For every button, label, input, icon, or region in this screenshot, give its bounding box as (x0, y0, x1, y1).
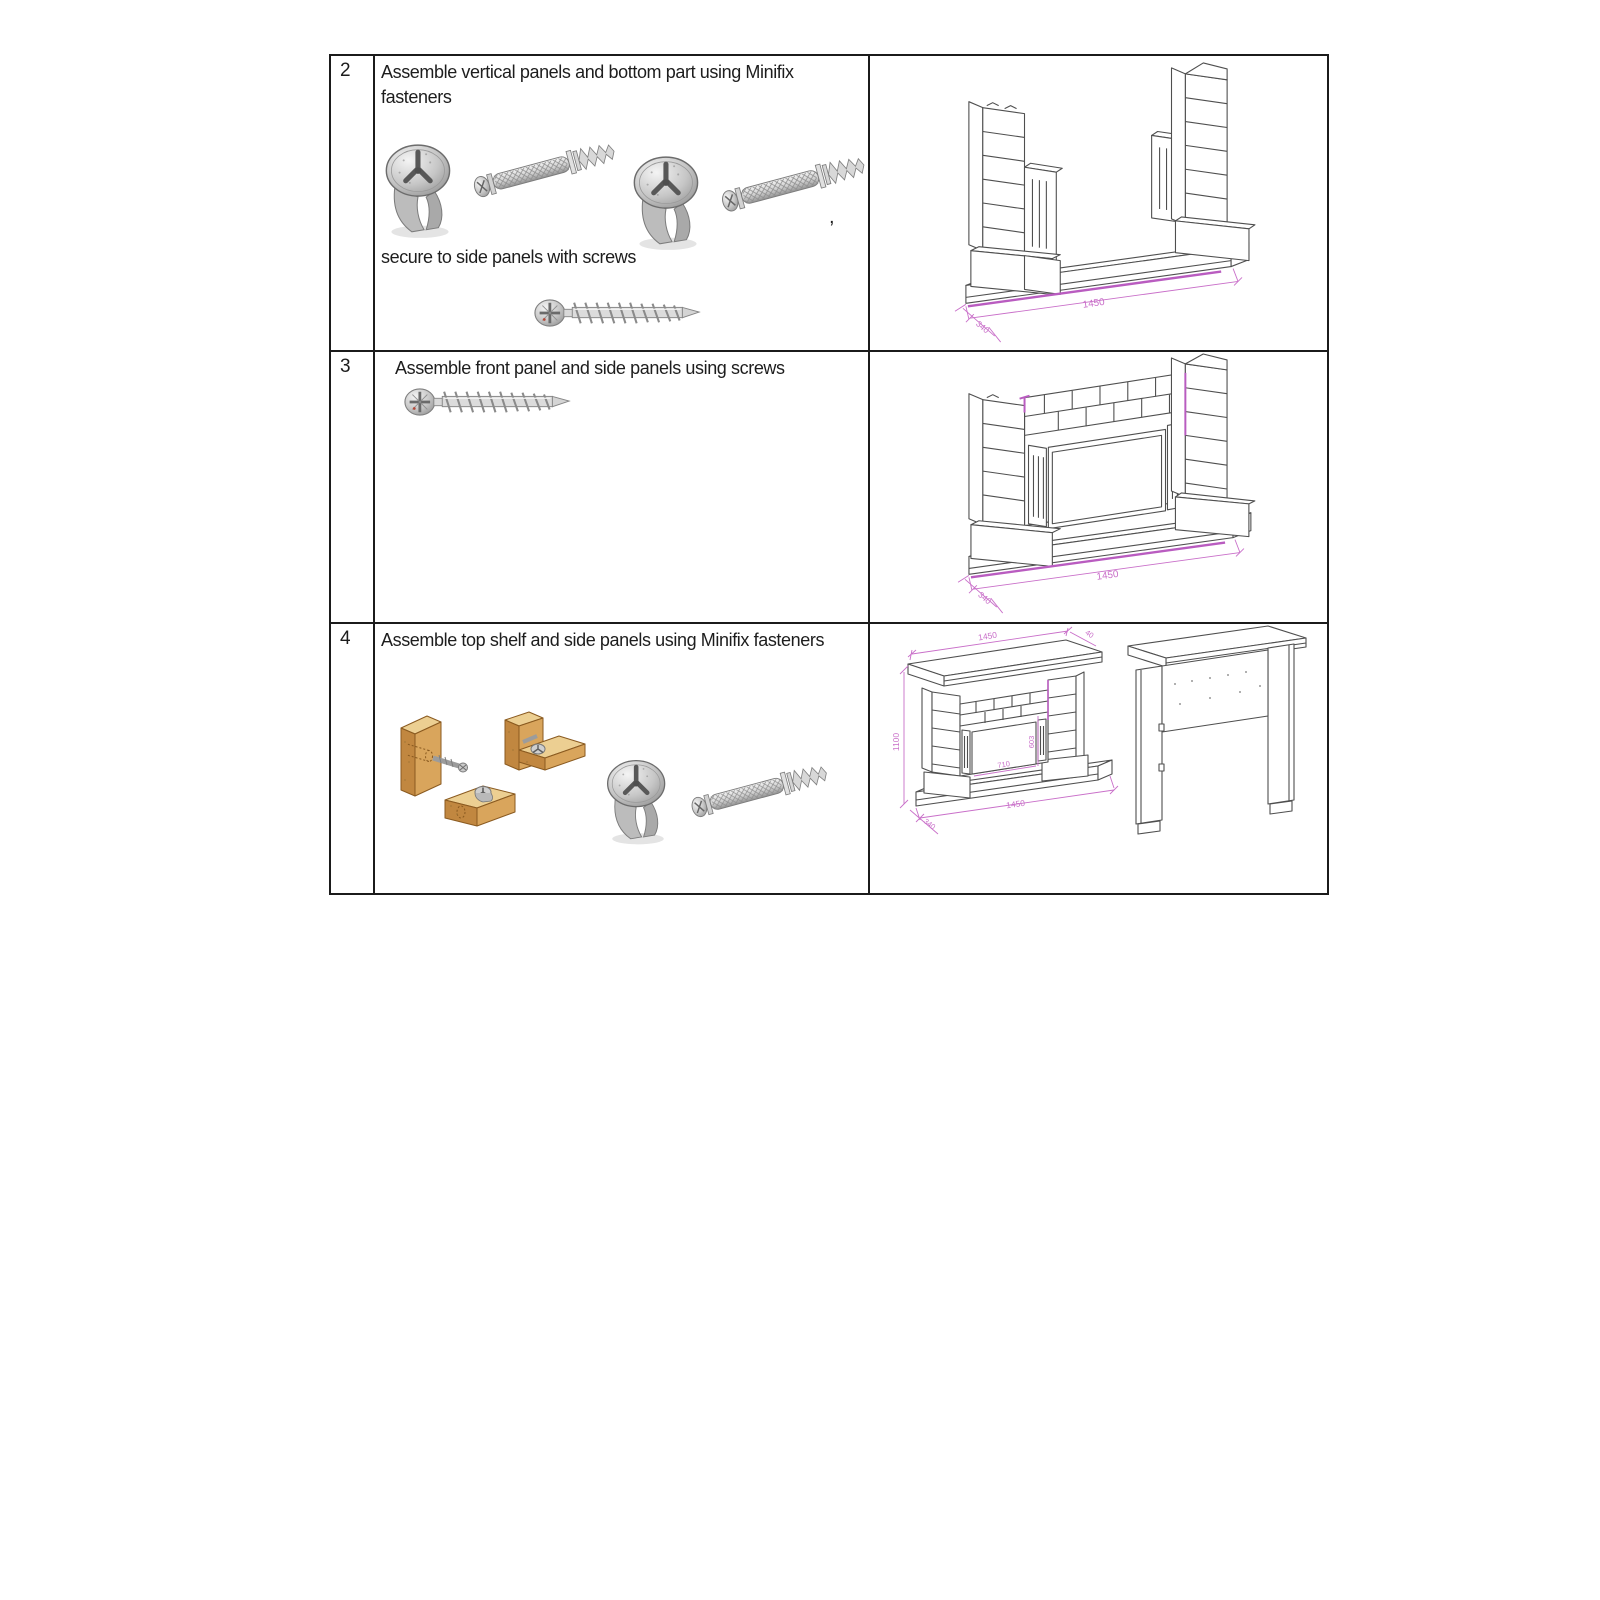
minifix-cam-image (601, 756, 675, 848)
minifix-cam-image (627, 152, 709, 254)
step-2-assembly-drawing (870, 56, 1327, 350)
step-4-number-cell (331, 624, 375, 893)
wood-screw-image (527, 285, 709, 341)
minifix-bolt-image (683, 750, 835, 832)
minifix-bolt-image (465, 126, 623, 214)
instruction-line: Assemble vertical panels and bottom part using Minifix (381, 62, 794, 82)
step-2-instruction-cell (375, 56, 870, 352)
step-number: 2 (340, 60, 351, 81)
step-2-instruction-secondary: secure to side panels with screws (381, 247, 636, 267)
minifix-cam-image (379, 140, 461, 242)
dimension-label: 1100 (891, 732, 901, 752)
dimension-label: 340 (976, 589, 994, 607)
dimension-label: 603 (1027, 735, 1036, 749)
minifix-joint-diagram-image (387, 692, 592, 844)
dimension-label: 340 (974, 318, 992, 336)
dimension-label: 1450 (1005, 797, 1026, 811)
dimension-label: 1450 (1081, 296, 1106, 311)
dimension-label: 710 (996, 759, 1011, 770)
fastener-photos-row (379, 126, 873, 254)
dimension-label: 340 (921, 816, 938, 832)
step-4-assembly-drawing (870, 624, 1327, 893)
step-2-number-cell (331, 56, 375, 352)
step-3-drawing-cell (870, 352, 1327, 624)
dimension-label: 1450 (977, 629, 998, 643)
wood-screw-image (397, 374, 579, 430)
step-4-instruction (375, 624, 868, 653)
instruction-line: Assemble top shelf and side panels using Minifix fasteners (381, 630, 825, 650)
step-3-instruction-cell (375, 352, 870, 624)
step-2-drawing-cell (870, 56, 1327, 352)
step-number: 3 (340, 356, 351, 377)
step-4-instruction-cell (375, 624, 870, 893)
step-number: 4 (340, 628, 351, 649)
dimension-label: 40 (1083, 627, 1096, 641)
step-3-number-cell (331, 352, 375, 624)
separator-comma: , (829, 206, 835, 228)
minifix-bolt-image (713, 140, 873, 228)
assembly-steps-table (329, 54, 1329, 895)
instruction-line: Assemble front panel and side panels using screws (395, 358, 785, 378)
dimension-label: 1450 (1095, 568, 1120, 583)
instruction-line: fasteners (381, 87, 452, 107)
step-2-instruction (375, 56, 868, 110)
step-3-assembly-drawing (870, 352, 1327, 622)
step-4-drawing-cell (870, 624, 1327, 893)
